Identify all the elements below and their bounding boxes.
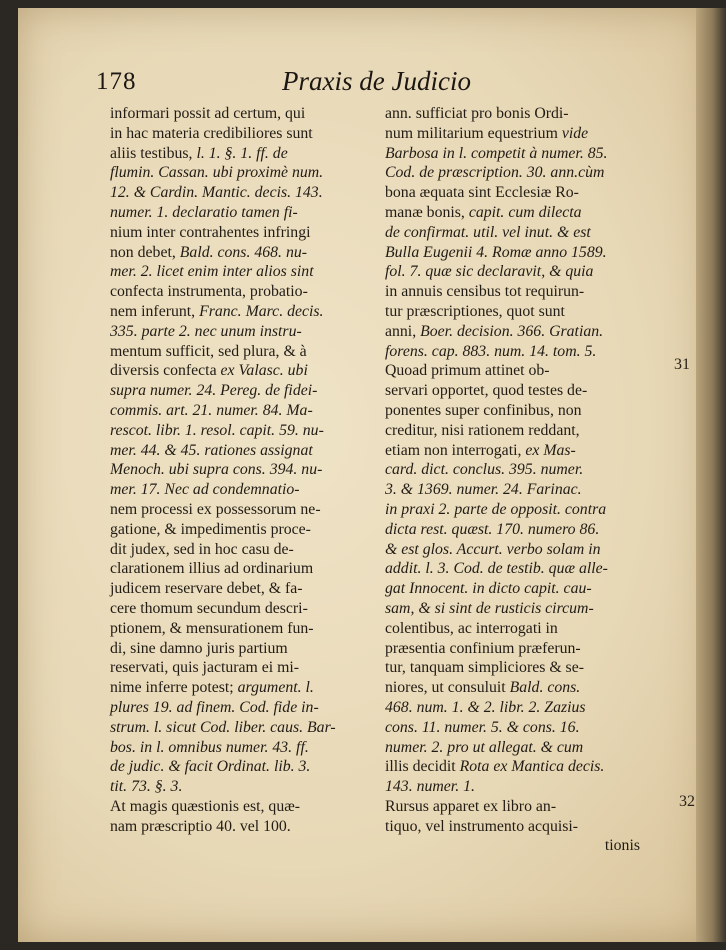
citation-text: argument. l. bbox=[237, 679, 314, 697]
text-line bbox=[385, 738, 670, 758]
text-line bbox=[110, 698, 395, 718]
roman-text: mentum sufficit, sed plura, & à bbox=[110, 342, 307, 360]
roman-text: di, sine damno juris partium bbox=[110, 639, 288, 657]
text-line bbox=[110, 322, 395, 342]
roman-text: creditur, nisi rationem reddant, bbox=[385, 421, 580, 439]
roman-text: non debet, bbox=[110, 243, 180, 261]
roman-text: in annuis censibus tot requirun- bbox=[385, 283, 585, 301]
citation-text: 3. & 1369. numer. 24. Farinac. bbox=[385, 481, 582, 499]
margin-note-31: 31 bbox=[674, 356, 690, 373]
text-line bbox=[110, 144, 395, 164]
citation-text: gat Innocent. in dicto capit. cau- bbox=[385, 580, 592, 598]
citation-text: Cod. de præscription. 30. ann.cùm bbox=[385, 164, 605, 182]
roman-text: nam præscriptio 40. vel 100. bbox=[110, 817, 291, 835]
citation-text: plures 19. ad finem. Cod. fide in- bbox=[110, 698, 319, 716]
text-line bbox=[110, 262, 395, 282]
text-line bbox=[110, 243, 395, 263]
roman-text: illis decidit bbox=[385, 758, 460, 776]
roman-text: informari possit ad certum, qui bbox=[110, 105, 306, 122]
roman-text: cere thomum secundum descri- bbox=[110, 599, 308, 617]
roman-text: num militarium equestrium bbox=[385, 124, 562, 142]
text-line bbox=[385, 619, 670, 639]
citation-text: de confirmat. util. vel inut. & est bbox=[385, 223, 591, 241]
text-line bbox=[385, 639, 670, 659]
text-line bbox=[385, 658, 670, 678]
roman-text: At magis quæstionis est, quæ- bbox=[110, 797, 301, 815]
roman-text: gatione, & impedimentis proce- bbox=[110, 520, 311, 538]
citation-text: 468. num. 1. & 2. libr. 2. Zazius bbox=[385, 698, 586, 716]
citation-text: mer. 17. Nec ad condemnatio- bbox=[110, 481, 300, 499]
roman-text: anni, bbox=[385, 322, 421, 340]
citation-text: 12. & Cardin. Mantic. decis. 143. bbox=[110, 184, 323, 202]
citation-text: de judic. & facit Ordinat. lib. 3. bbox=[110, 758, 311, 776]
text-line bbox=[110, 183, 395, 203]
citation-text: 143. numer. 1. bbox=[385, 778, 475, 796]
text-line bbox=[385, 836, 670, 856]
roman-text: niores, ut consuluit bbox=[385, 679, 510, 697]
text-line bbox=[110, 124, 395, 144]
citation-text: commis. art. 21. numer. 84. Ma- bbox=[110, 401, 313, 419]
text-line bbox=[110, 500, 395, 520]
text-line bbox=[110, 381, 395, 401]
roman-text: servari opportet, quod testes de- bbox=[385, 382, 588, 400]
text-line bbox=[385, 441, 670, 461]
text-line bbox=[385, 243, 670, 263]
citation-text: sam, & si sint de rusticis circum- bbox=[385, 599, 594, 617]
text-line bbox=[110, 223, 395, 243]
citation-text: forens. cap. 883. num. 14. tom. 5. bbox=[385, 342, 597, 360]
roman-text: colentibus, ac interrogati in bbox=[385, 619, 558, 637]
text-line bbox=[110, 599, 395, 619]
text-line bbox=[385, 777, 670, 797]
citation-text: ex Mas- bbox=[525, 441, 576, 459]
running-head bbox=[96, 62, 656, 102]
text-line bbox=[385, 163, 670, 183]
text-line bbox=[110, 282, 395, 302]
text-line bbox=[110, 757, 395, 777]
citation-text: addit. l. 3. Cod. de testib. quæ alle- bbox=[385, 560, 608, 578]
roman-text: ann. sufficiat pro bonis Ordi- bbox=[385, 105, 569, 122]
text-line bbox=[385, 183, 670, 203]
text-line bbox=[385, 223, 670, 243]
text-line bbox=[110, 203, 395, 223]
text-line bbox=[385, 540, 670, 560]
citation-text: dicta rest. quæst. 170. numero 86. bbox=[385, 520, 600, 538]
roman-text: aliis testibus, bbox=[110, 144, 197, 162]
text-line bbox=[385, 520, 670, 540]
text-line bbox=[385, 203, 670, 223]
roman-text: reservati, quis jacturam ei mi- bbox=[110, 659, 300, 677]
text-line bbox=[110, 540, 395, 560]
catchword: tionis bbox=[604, 837, 640, 855]
text-line bbox=[385, 342, 670, 362]
roman-text: dit judex, sed in hoc casu de- bbox=[110, 540, 294, 558]
roman-text: præsentia confinium præferun- bbox=[385, 639, 581, 657]
roman-text: nem processi ex possessorum ne- bbox=[110, 500, 321, 518]
roman-text: in hac materia credibiliores sunt bbox=[110, 124, 313, 142]
citation-text: Bald. cons. bbox=[509, 679, 581, 697]
book-gutter bbox=[696, 8, 726, 942]
citation-text: tit. 73. §. 3. bbox=[110, 778, 183, 796]
roman-text: confecta instrumenta, probatio- bbox=[110, 283, 308, 301]
roman-text: clarationem illius ad ordinarium bbox=[110, 560, 314, 578]
text-line bbox=[110, 797, 395, 817]
text-line bbox=[110, 302, 395, 322]
text-line bbox=[385, 262, 670, 282]
text-line bbox=[110, 401, 395, 421]
citation-text: mer. 44. & 45. rationes assignat bbox=[110, 441, 313, 459]
roman-text: Quoad primum attinet ob- bbox=[385, 362, 550, 380]
text-line bbox=[110, 658, 395, 678]
text-line bbox=[385, 718, 670, 738]
text-line bbox=[110, 421, 395, 441]
text-line bbox=[110, 678, 395, 698]
text-line bbox=[110, 619, 395, 639]
text-line bbox=[110, 579, 395, 599]
text-line bbox=[110, 777, 395, 797]
text-line bbox=[110, 718, 395, 738]
text-line bbox=[385, 401, 670, 421]
citation-text: Barbosa in l. competit à numer. 85. bbox=[385, 144, 608, 162]
text-line bbox=[385, 144, 670, 164]
roman-text: ponentes super confinibus, non bbox=[385, 401, 582, 419]
text-line bbox=[110, 559, 395, 579]
text-line bbox=[110, 342, 395, 362]
roman-text: nime inferre potest; bbox=[110, 679, 238, 697]
citation-text: Menoch. ubi supra cons. 394. nu- bbox=[110, 461, 323, 479]
citation-text: supra numer. 24. Pereg. de fidei- bbox=[110, 382, 318, 400]
citation-text: Bald. cons. 468. nu- bbox=[179, 243, 308, 261]
text-line bbox=[110, 480, 395, 500]
text-line bbox=[110, 639, 395, 659]
text-line bbox=[385, 757, 670, 777]
citation-text: bos. in l. omnibus numer. 43. ff. bbox=[110, 738, 309, 756]
citation-text: Boer. decision. 366. Gratian. bbox=[420, 322, 604, 340]
roman-text: judicem reservare debet, & fa- bbox=[110, 580, 303, 598]
citation-text: rescot. libr. 1. resol. capit. 59. nu- bbox=[110, 421, 324, 439]
citation-text: numer. 2. pro ut allegat. & cum bbox=[385, 738, 584, 756]
roman-text: bona æquata sint Ecclesiæ Ro- bbox=[385, 184, 579, 202]
roman-text: nium inter contrahentes infringi bbox=[110, 223, 311, 241]
text-line bbox=[110, 520, 395, 540]
text-line bbox=[385, 460, 670, 480]
citation-text: Franc. Marc. decis. bbox=[199, 302, 324, 320]
text-line bbox=[385, 302, 670, 322]
citation-text: capit. cum dilecta bbox=[468, 203, 582, 221]
text-line bbox=[110, 817, 395, 837]
text-line bbox=[385, 322, 670, 342]
citation-text: card. dict. conclus. 395. numer. bbox=[385, 461, 584, 479]
citation-text: ex Valasc. ubi bbox=[220, 362, 308, 380]
citation-text: mer. 2. licet enim inter alios sint bbox=[110, 263, 314, 281]
roman-text: diversis confecta bbox=[110, 362, 221, 380]
margin-note-32: 32 bbox=[679, 793, 695, 810]
roman-text: Rursus apparet ex libro an- bbox=[385, 797, 557, 815]
citation-text: flumin. Cassan. ubi proximè num. bbox=[110, 164, 324, 182]
citation-text: in praxi 2. parte de opposit. contra bbox=[385, 500, 607, 518]
text-line bbox=[385, 500, 670, 520]
citation-text: Rota ex Mantica decis. bbox=[459, 758, 605, 776]
text-line bbox=[385, 104, 670, 124]
roman-text: manæ bonis, bbox=[385, 203, 469, 221]
text-line bbox=[385, 381, 670, 401]
text-line bbox=[110, 361, 395, 381]
roman-text: tiquo, vel instrumento acquisi- bbox=[385, 817, 579, 835]
citation-text: numer. 1. declaratio tamen fi- bbox=[110, 203, 298, 221]
text-line bbox=[385, 817, 670, 837]
text-line bbox=[385, 282, 670, 302]
citation-text: 335. parte 2. nec unum instru- bbox=[110, 322, 302, 340]
text-line bbox=[385, 559, 670, 579]
citation-text: fol. 7. quæ sic declaravit, & quia bbox=[385, 263, 594, 281]
page-number: 178 bbox=[96, 68, 137, 95]
text-line bbox=[385, 361, 670, 381]
text-line bbox=[385, 480, 670, 500]
citation-text: strum. l. sicut Cod. liber. caus. Bar- bbox=[110, 718, 336, 736]
running-title: Praxis de Judicio bbox=[282, 66, 471, 96]
citation-text: l. 1. §. 1. ff. de bbox=[196, 144, 288, 162]
roman-text: nem inferunt, bbox=[110, 302, 200, 320]
roman-text: ptionem, & mensurationem fun- bbox=[110, 619, 314, 637]
text-line bbox=[385, 797, 670, 817]
roman-text: etiam non interrogati, bbox=[385, 441, 526, 459]
text-line bbox=[110, 460, 395, 480]
roman-text: tur, tanquam simpliciores & se- bbox=[385, 659, 584, 677]
text-line bbox=[385, 698, 670, 718]
text-line bbox=[385, 124, 670, 144]
text-line bbox=[110, 441, 395, 461]
text-line bbox=[110, 738, 395, 758]
text-line bbox=[110, 163, 395, 183]
right-text-column bbox=[385, 104, 670, 856]
text-line bbox=[385, 599, 670, 619]
citation-text: vide bbox=[561, 124, 589, 142]
text-line bbox=[385, 678, 670, 698]
citation-text: & est glos. Accurt. verbo solam in bbox=[385, 540, 601, 558]
citation-text: Bulla Eugenii 4. Romæ anno 1589. bbox=[385, 243, 607, 261]
text-line bbox=[385, 421, 670, 441]
citation-text: cons. 11. numer. 5. & cons. 16. bbox=[385, 718, 580, 736]
roman-text: tur præscriptiones, quot sunt bbox=[385, 302, 565, 320]
text-line bbox=[110, 104, 395, 124]
left-text-column bbox=[110, 104, 395, 836]
text-line bbox=[385, 579, 670, 599]
